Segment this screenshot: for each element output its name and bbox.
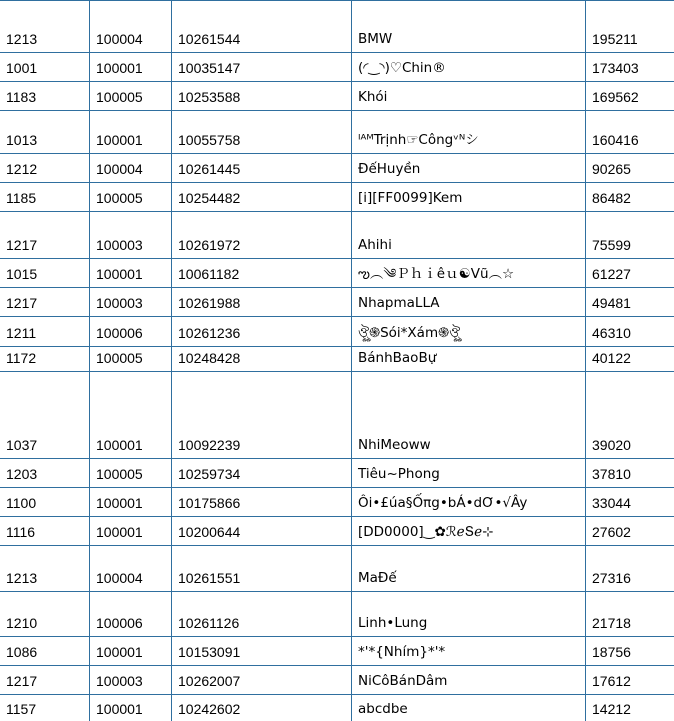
table-row	[0, 1, 674, 53]
cell-col2[interactable]: 100001	[90, 637, 172, 666]
cell-name[interactable]: ঔৣ֍Sói*Xám֍ঔৣ	[352, 317, 586, 347]
cell-value[interactable]: 75599	[586, 212, 674, 259]
cell-col1[interactable]: 1217	[0, 212, 90, 259]
cell-name[interactable]: NiCôBánDâm	[352, 666, 586, 695]
cell-col1[interactable]: 1183	[0, 82, 90, 111]
table-row	[0, 695, 674, 721]
cell-col3[interactable]: 10261126	[172, 592, 352, 637]
table-row	[0, 183, 674, 212]
table-row	[0, 111, 674, 154]
cell-col1[interactable]: 1100	[0, 488, 90, 517]
table-row	[0, 372, 674, 459]
cell-col3[interactable]: 10200644	[172, 517, 352, 546]
cell-value[interactable]: 90265	[586, 154, 674, 183]
cell-name[interactable]: Ahihi	[352, 212, 586, 259]
cell-col1[interactable]: 1013	[0, 111, 90, 154]
cell-name[interactable]: ᴵᴬᴹTrịnh☞Côngᵛᴺシ	[352, 111, 586, 154]
cell-col3[interactable]: 10061182	[172, 259, 352, 288]
cell-col3[interactable]: 10261236	[172, 317, 352, 347]
cell-col1[interactable]: 1210	[0, 592, 90, 637]
cell-name[interactable]: ఌ︵༄Ｐｈｉêｕ☯Vũ︵☆	[352, 259, 586, 288]
cell-col3[interactable]: 10175866	[172, 488, 352, 517]
cell-name[interactable]: (◜‿◝)♡Chin®	[352, 53, 586, 82]
cell-col2[interactable]: 100001	[90, 111, 172, 154]
cell-col3[interactable]: 10242602	[172, 695, 352, 721]
table-row	[0, 212, 674, 259]
cell-col3[interactable]: 10261972	[172, 212, 352, 259]
cell-col2[interactable]: 100006	[90, 317, 172, 347]
cell-value[interactable]: 18756	[586, 637, 674, 666]
cell-name[interactable]: Tiêu~Phong	[352, 459, 586, 488]
cell-col1[interactable]: 1185	[0, 183, 90, 212]
table-row	[0, 154, 674, 183]
table-row	[0, 517, 674, 546]
cell-value[interactable]: 160416	[586, 111, 674, 154]
cell-name[interactable]: Ôi•£úa§Ốπg•bÁ•dƠ•√Ây	[352, 488, 586, 517]
cell-col1[interactable]: 1217	[0, 288, 90, 317]
cell-value[interactable]: 86482	[586, 183, 674, 212]
cell-col2[interactable]: 100001	[90, 488, 172, 517]
cell-col1[interactable]: 1116	[0, 517, 90, 546]
cell-name[interactable]: ĐếHuyền	[352, 154, 586, 183]
cell-value[interactable]: 46310	[586, 317, 674, 347]
cell-value[interactable]: 14212	[586, 695, 674, 721]
cell-col3[interactable]: 10092239	[172, 372, 352, 459]
cell-col1[interactable]: 1172	[0, 347, 90, 372]
cell-col2[interactable]: 100004	[90, 546, 172, 592]
cell-col3[interactable]: 10248428	[172, 347, 352, 372]
table-row	[0, 546, 674, 592]
table-row	[0, 488, 674, 517]
cell-col3[interactable]: 10153091	[172, 637, 352, 666]
cell-col2[interactable]: 100005	[90, 347, 172, 372]
table-row	[0, 637, 674, 666]
cell-value[interactable]: 40122	[586, 347, 674, 372]
cell-col2[interactable]: 100003	[90, 212, 172, 259]
cell-name[interactable]: [DD0000]‿✿ℛℯՏℯ⊹	[352, 517, 586, 546]
cell-value[interactable]: 169562	[586, 82, 674, 111]
cell-col1[interactable]: 1015	[0, 259, 90, 288]
cell-col3[interactable]: 10253588	[172, 82, 352, 111]
cell-value[interactable]: 61227	[586, 259, 674, 288]
cell-col3[interactable]: 10259734	[172, 459, 352, 488]
table-row	[0, 53, 674, 82]
table-row	[0, 82, 674, 111]
cell-col2[interactable]: 100005	[90, 183, 172, 212]
cell-col2[interactable]: 100006	[90, 592, 172, 637]
cell-col2[interactable]: 100004	[90, 1, 172, 53]
cell-value[interactable]: 27316	[586, 546, 674, 592]
cell-col2[interactable]: 100005	[90, 82, 172, 111]
cell-value[interactable]: 33044	[586, 488, 674, 517]
cell-col1[interactable]: 1212	[0, 154, 90, 183]
cell-col2[interactable]: 100004	[90, 154, 172, 183]
cell-name[interactable]: *'*{Nhím}*'*	[352, 637, 586, 666]
cell-col3[interactable]: 10254482	[172, 183, 352, 212]
cell-name[interactable]: [i][FF0099]Kem	[352, 183, 586, 212]
cell-col3[interactable]: 10261988	[172, 288, 352, 317]
cell-col3[interactable]: 10261445	[172, 154, 352, 183]
cell-col3[interactable]: 10262007	[172, 666, 352, 695]
cell-name[interactable]: Khói	[352, 82, 586, 111]
cell-name[interactable]: Linh•Lung	[352, 592, 586, 637]
cell-name[interactable]: NhiMeoww	[352, 372, 586, 459]
cell-value[interactable]: 37810	[586, 459, 674, 488]
cell-col3[interactable]: 10261551	[172, 546, 352, 592]
cell-col1[interactable]: 1217	[0, 666, 90, 695]
table-row	[0, 459, 674, 488]
cell-col2[interactable]: 100003	[90, 288, 172, 317]
cell-col2[interactable]: 100001	[90, 695, 172, 721]
cell-col3[interactable]: 10055758	[172, 111, 352, 154]
cell-col2[interactable]: 100001	[90, 259, 172, 288]
cell-col3[interactable]: 10035147	[172, 53, 352, 82]
cell-value[interactable]: 21718	[586, 592, 674, 637]
cell-col2[interactable]: 100001	[90, 517, 172, 546]
table-body	[0, 1, 674, 721]
cell-col1[interactable]: 1157	[0, 695, 90, 721]
cell-value[interactable]: 49481	[586, 288, 674, 317]
cell-col1[interactable]: 1086	[0, 637, 90, 666]
table-row	[0, 259, 674, 288]
cell-value[interactable]: 173403	[586, 53, 674, 82]
cell-col2[interactable]: 100001	[90, 372, 172, 459]
table-row	[0, 288, 674, 317]
cell-col2[interactable]: 100005	[90, 459, 172, 488]
cell-value[interactable]: 27602	[586, 517, 674, 546]
cell-col1[interactable]: 1211	[0, 317, 90, 347]
table-row	[0, 317, 674, 347]
cell-value[interactable]: 195211	[586, 1, 674, 53]
cell-name[interactable]: abcdbe	[352, 695, 586, 721]
cell-col1[interactable]: 1001	[0, 53, 90, 82]
cell-value[interactable]: 39020	[586, 372, 674, 459]
table-row	[0, 592, 674, 637]
cell-col2[interactable]: 100001	[90, 53, 172, 82]
cell-name[interactable]: NhapmaLLA	[352, 288, 586, 317]
cell-value[interactable]: 17612	[586, 666, 674, 695]
cell-col1[interactable]: 1213	[0, 1, 90, 53]
table-row	[0, 347, 674, 372]
cell-col3[interactable]: 10261544	[172, 1, 352, 53]
cell-col2[interactable]: 100003	[90, 666, 172, 695]
cell-col1[interactable]: 1213	[0, 546, 90, 592]
table-row	[0, 666, 674, 695]
cell-col1[interactable]: 1203	[0, 459, 90, 488]
cell-col1[interactable]: 1037	[0, 372, 90, 459]
cell-name[interactable]: BMW	[352, 1, 586, 53]
cell-name[interactable]: BánhBaoBự	[352, 347, 586, 372]
cell-name[interactable]: MaĐế	[352, 546, 586, 592]
